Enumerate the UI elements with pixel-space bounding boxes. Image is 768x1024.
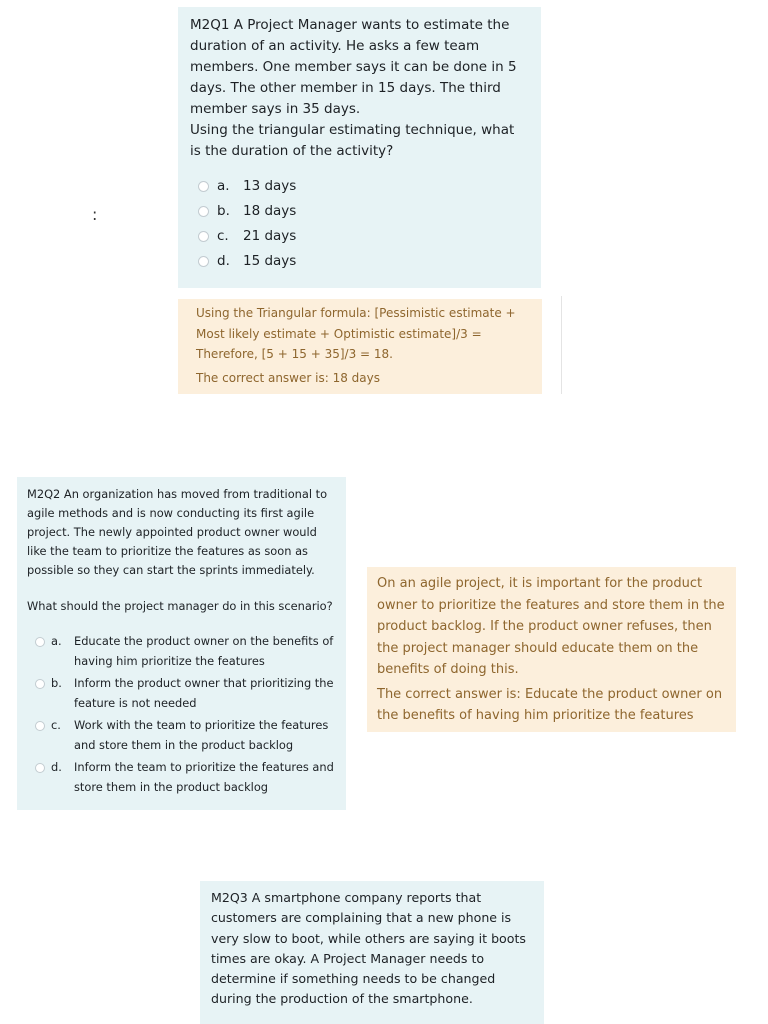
q2-option-d[interactable]	[35, 758, 336, 797]
question-2-card	[17, 477, 346, 810]
question-1-prompt: Using the triangular estimating technique, what is the duration of the activity?	[190, 122, 515, 159]
option-letter: d.	[51, 760, 62, 774]
question-2-text: M2Q2 An organization has moved from traditional to agile methods and is now conducting its first agile project. The newly appointed product owner would like the team to prioritize the features as soon as possible so they can start the sprints immediately.	[27, 487, 328, 577]
correct-answer-text: The correct answer is: 18 days	[196, 370, 380, 385]
question-1-card	[178, 7, 541, 288]
option-text: Work with the team to prioritize the features and store them in the product backlog	[74, 718, 329, 752]
q1-option-b[interactable]	[198, 201, 529, 226]
option-text: Inform the team to prioritize the features and store them in the product backlog	[74, 760, 334, 794]
feedback-text: Using the Triangular formula: [Pessimistic estimate + Most likely estimate + Optimistic estimate]/3 = Therefore, [5 + 15 + 35]/3 = 18.	[196, 306, 516, 361]
option-letter: b.	[217, 203, 230, 219]
q1-option-a[interactable]	[198, 176, 529, 201]
q2-option-b[interactable]	[35, 674, 336, 713]
q2-option-a[interactable]	[35, 632, 336, 671]
question-2-prompt: What should the project manager do in this scenario?	[27, 599, 333, 613]
q1-option-c[interactable]	[198, 226, 529, 251]
option-letter: c.	[51, 718, 61, 732]
radio-button-icon[interactable]	[198, 181, 209, 192]
question-3-card	[200, 881, 544, 1024]
option-text: 18 days	[243, 203, 297, 219]
radio-button-icon[interactable]	[198, 231, 209, 242]
option-text: 21 days	[243, 228, 297, 244]
divider	[561, 296, 562, 394]
question-2-feedback	[367, 567, 736, 732]
page-marker: :	[92, 205, 98, 224]
radio-button-icon[interactable]	[198, 206, 209, 217]
question-1-feedback	[178, 299, 542, 394]
q1-option-d[interactable]	[198, 251, 529, 276]
option-text: Inform the product owner that prioritizing the feature is not needed	[74, 676, 334, 710]
option-text: 15 days	[243, 253, 297, 269]
option-letter: d.	[217, 253, 230, 269]
option-letter: a.	[51, 634, 62, 648]
radio-button-icon[interactable]	[35, 679, 45, 689]
option-letter: a.	[217, 178, 230, 194]
option-letter: c.	[217, 228, 229, 244]
feedback-text: On an agile project, it is important for the product owner to prioritize the features and store them in the product backlog. If the product owner refuses, then the project manager should educate them on the benefits of doing this.	[377, 576, 725, 677]
radio-button-icon[interactable]	[35, 637, 45, 647]
radio-button-icon[interactable]	[198, 256, 209, 267]
question-3-text: M2Q3 A smartphone company reports that customers are complaining that a new phone is very slow to boot, while others are saying it boots times are okay. A Project Manager needs to determine if something needs to be changed during the production of the smartphone.	[211, 890, 526, 1007]
radio-button-icon[interactable]	[35, 763, 45, 773]
question-1-text: M2Q1 A Project Manager wants to estimate the duration of an activity. He asks a few team members. One member says it can be done in 5 days. The other member in 15 days. The third member says in 35 days.	[190, 17, 517, 117]
option-text: 13 days	[243, 178, 297, 194]
option-letter: b.	[51, 676, 62, 690]
q2-option-c[interactable]	[35, 716, 336, 755]
radio-button-icon[interactable]	[35, 721, 45, 731]
option-text: Educate the product owner on the benefits of having him prioritize the features	[74, 634, 334, 668]
correct-answer-text: The correct answer is: Educate the product owner on the benefits of having him prioritize the features	[377, 686, 723, 723]
